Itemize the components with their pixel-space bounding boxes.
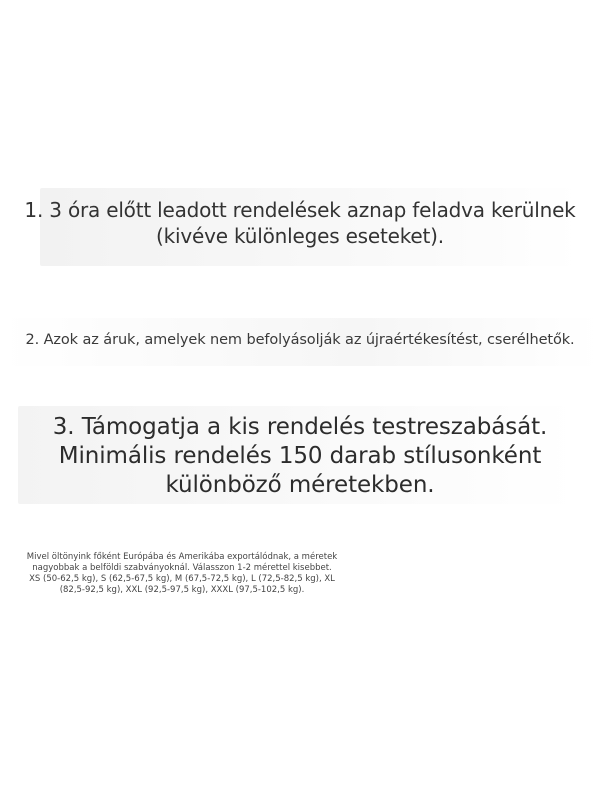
order-dispatch-line-2: (kivéve különleges eseteket). bbox=[156, 224, 444, 248]
order-dispatch-line-1: 1. 3 óra előtt leadott rendelések aznap feladva kerülnek bbox=[24, 198, 576, 222]
customization-line-3: különböző méretekben. bbox=[165, 472, 435, 498]
customization-line-2: Minimális rendelés 150 darab stílusonként bbox=[58, 443, 542, 469]
order-dispatch-notice bbox=[0, 197, 600, 249]
exchange-policy-notice bbox=[0, 331, 600, 349]
size-note-line-1: Mivel öltönyink főként Európába és Amerikába exportálódnak, a méretek bbox=[26, 552, 338, 562]
size-note-line-3: XS (50-62,5 kg), S (62,5-67,5 kg), M (67,5-72,5 kg), L (72,5-82,5 kg), XL bbox=[29, 574, 335, 584]
customization-line-1: 3. Támogatja a kis rendelés testreszabását. bbox=[52, 414, 548, 440]
size-note-line-2: nagyobbak a belföldi szabványoknál. Válasszon 1-2 mérettel kisebbet. bbox=[32, 563, 332, 573]
customization-notice bbox=[0, 413, 600, 500]
size-guide-note bbox=[12, 552, 352, 596]
exchange-policy-line-1: 2. Azok az áruk, amelyek nem befolyásolják az újraértékesítést, cserélhetők. bbox=[25, 332, 575, 348]
size-note-line-4: (82,5-92,5 kg), XXL (92,5-97,5 kg), XXXL (97,5-102,5 kg). bbox=[59, 585, 305, 595]
